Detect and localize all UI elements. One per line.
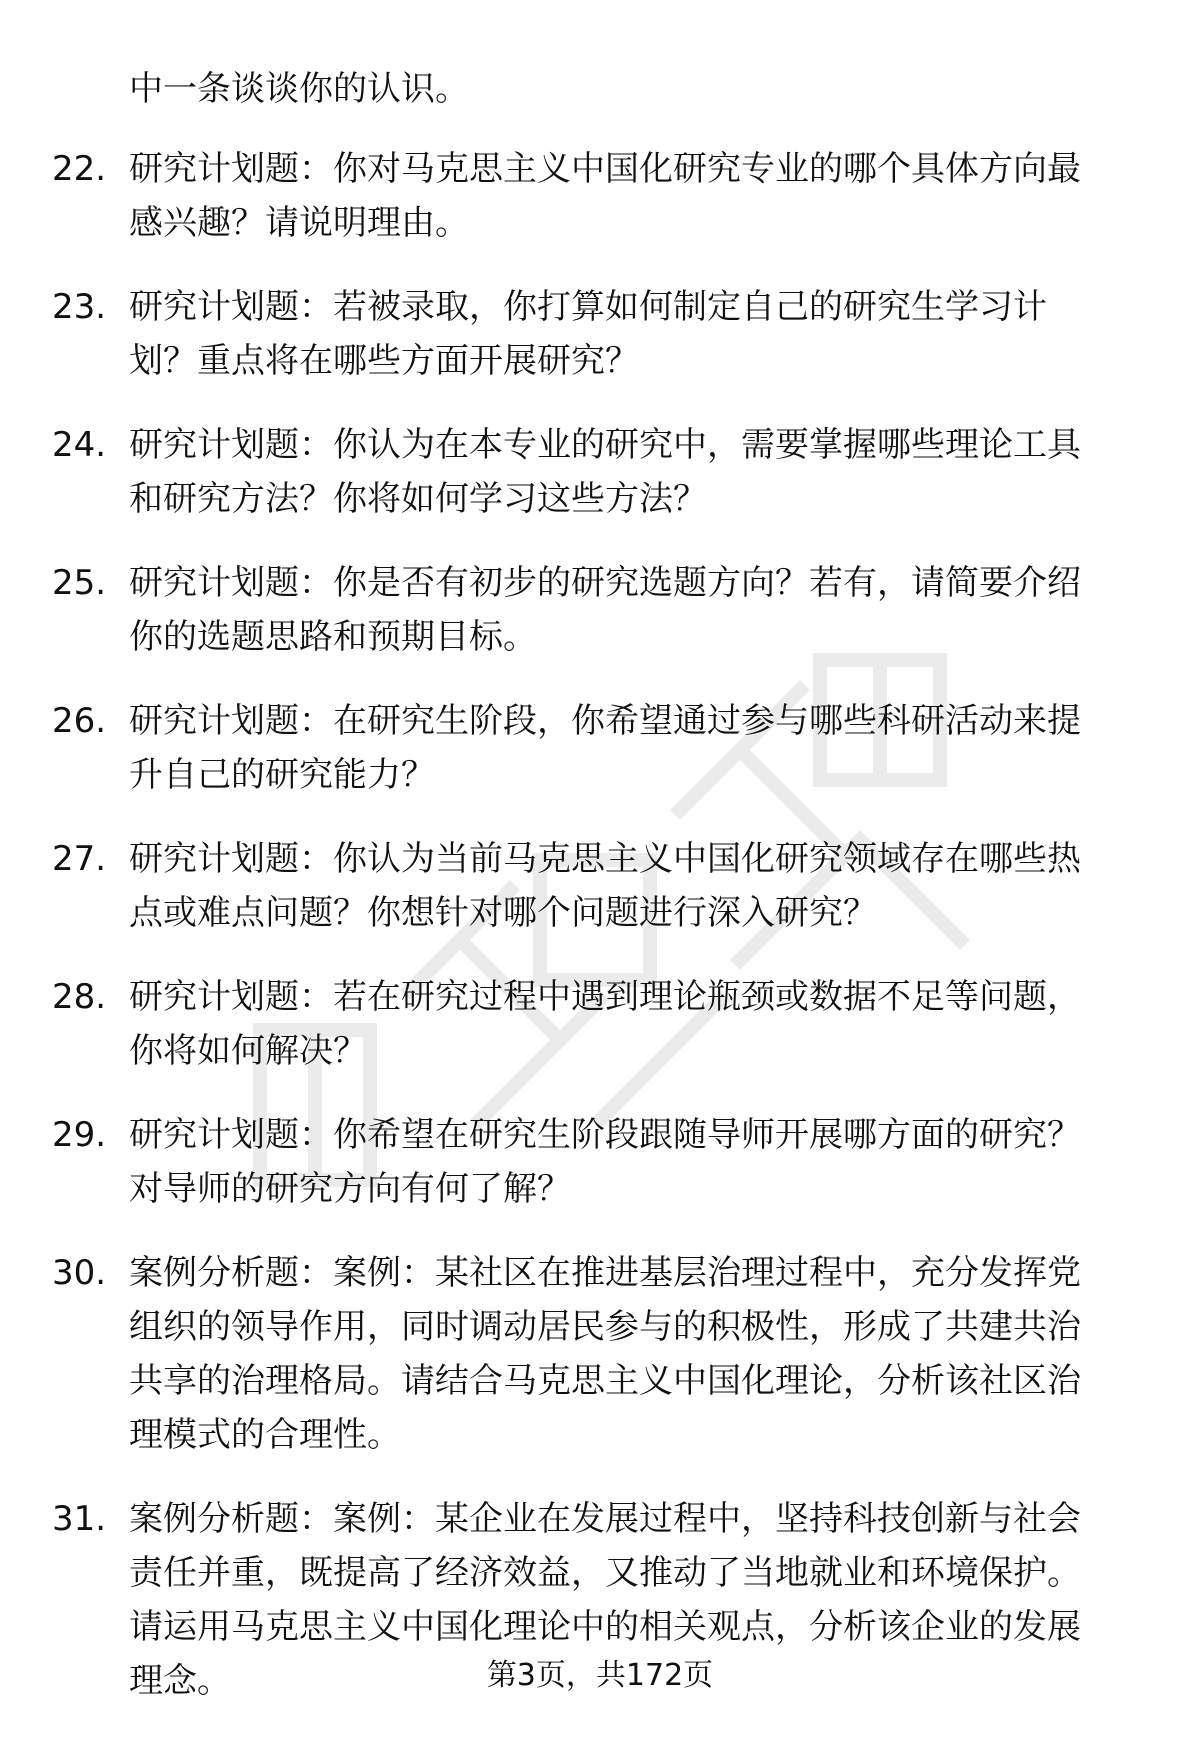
question-line: 案例分析题：案例：某企业在发展过程中，坚持科技创新与社会	[129, 1499, 1081, 1539]
question-number: 29.	[52, 1115, 107, 1155]
question-text	[129, 280, 1149, 388]
question-line: 理念。	[129, 1661, 231, 1701]
question-item	[0, 418, 1200, 526]
question-number: 31.	[52, 1499, 107, 1539]
question-text	[129, 1246, 1149, 1462]
question-number: 22.	[52, 149, 107, 189]
question-item	[0, 970, 1200, 1078]
question-item	[0, 1246, 1200, 1462]
question-item	[0, 1108, 1200, 1216]
question-line: 你的选题思路和预期目标。	[129, 617, 537, 657]
question-text	[129, 1108, 1149, 1216]
question-line: 理模式的合理性。	[129, 1415, 401, 1455]
question-line: 对导师的研究方向有何了解？	[129, 1169, 571, 1209]
question-line: 点或难点问题？你想针对哪个问题进行深入研究？	[129, 893, 877, 933]
question-text	[129, 832, 1149, 940]
question-line: 研究计划题：若在研究过程中遇到理论瓶颈或数据不足等问题，	[129, 977, 1081, 1017]
question-line: 你将如何解决？	[129, 1031, 367, 1071]
question-item	[0, 832, 1200, 940]
question-text	[129, 970, 1149, 1078]
question-text	[129, 418, 1149, 526]
question-item	[0, 556, 1200, 664]
question-number: 26.	[52, 701, 107, 741]
question-line: 案例分析题：案例：某社区在推进基层治理过程中，充分发挥党	[129, 1253, 1081, 1293]
question-line: 研究计划题：你是否有初步的研究选题方向？若有，请简要介绍	[129, 563, 1081, 603]
question-item	[0, 694, 1200, 802]
question-number: 23.	[52, 287, 107, 327]
question-line: 责任并重，既提高了经济效益，又推动了当地就业和环境保护。	[129, 1553, 1081, 1593]
question-line: 研究计划题：你希望在研究生阶段跟随导师开展哪方面的研究？	[129, 1115, 1081, 1155]
question-number: 27.	[52, 839, 107, 879]
question-line: 组织的领导作用，同时调动居民参与的积极性，形成了共建共治	[129, 1307, 1081, 1347]
question-line: 划？重点将在哪些方面开展研究？	[129, 341, 639, 381]
question-item	[0, 280, 1200, 388]
question-text	[129, 142, 1149, 250]
question-text	[129, 694, 1149, 802]
question-list	[0, 142, 1200, 1738]
question-line: 研究计划题：在研究生阶段，你希望通过参与哪些科研活动来提	[129, 701, 1081, 741]
page-footer: 第3页，共172页	[486, 1658, 714, 1693]
question-line: 升自己的研究能力？	[129, 755, 435, 795]
question-line: 研究计划题：若被录取，你打算如何制定自己的研究生学习计	[129, 287, 1047, 327]
question-line: 研究计划题：你对马克思主义中国化研究专业的哪个具体方向最	[129, 149, 1081, 189]
question-line: 研究计划题：你认为当前马克思主义中国化研究领域存在哪些热	[129, 839, 1081, 879]
question-number: 30.	[52, 1253, 107, 1293]
question-line: 和研究方法？你将如何学习这些方法？	[129, 479, 707, 519]
question-line: 请运用马克思主义中国化理论中的相关观点，分析该企业的发展	[129, 1607, 1081, 1647]
question-line: 研究计划题：你认为在本专业的研究中，需要掌握哪些理论工具	[129, 425, 1081, 465]
question-item	[0, 142, 1200, 250]
question-line: 感兴趣？请说明理由。	[129, 203, 469, 243]
question-line: 共享的治理格局。请结合马克思主义中国化理论，分析该社区治	[129, 1361, 1081, 1401]
continuation-text: 中一条谈谈你的认识。	[129, 69, 469, 109]
question-number: 28.	[52, 977, 107, 1017]
question-text	[129, 556, 1149, 664]
question-number: 25.	[52, 563, 107, 603]
question-number: 24.	[52, 425, 107, 465]
